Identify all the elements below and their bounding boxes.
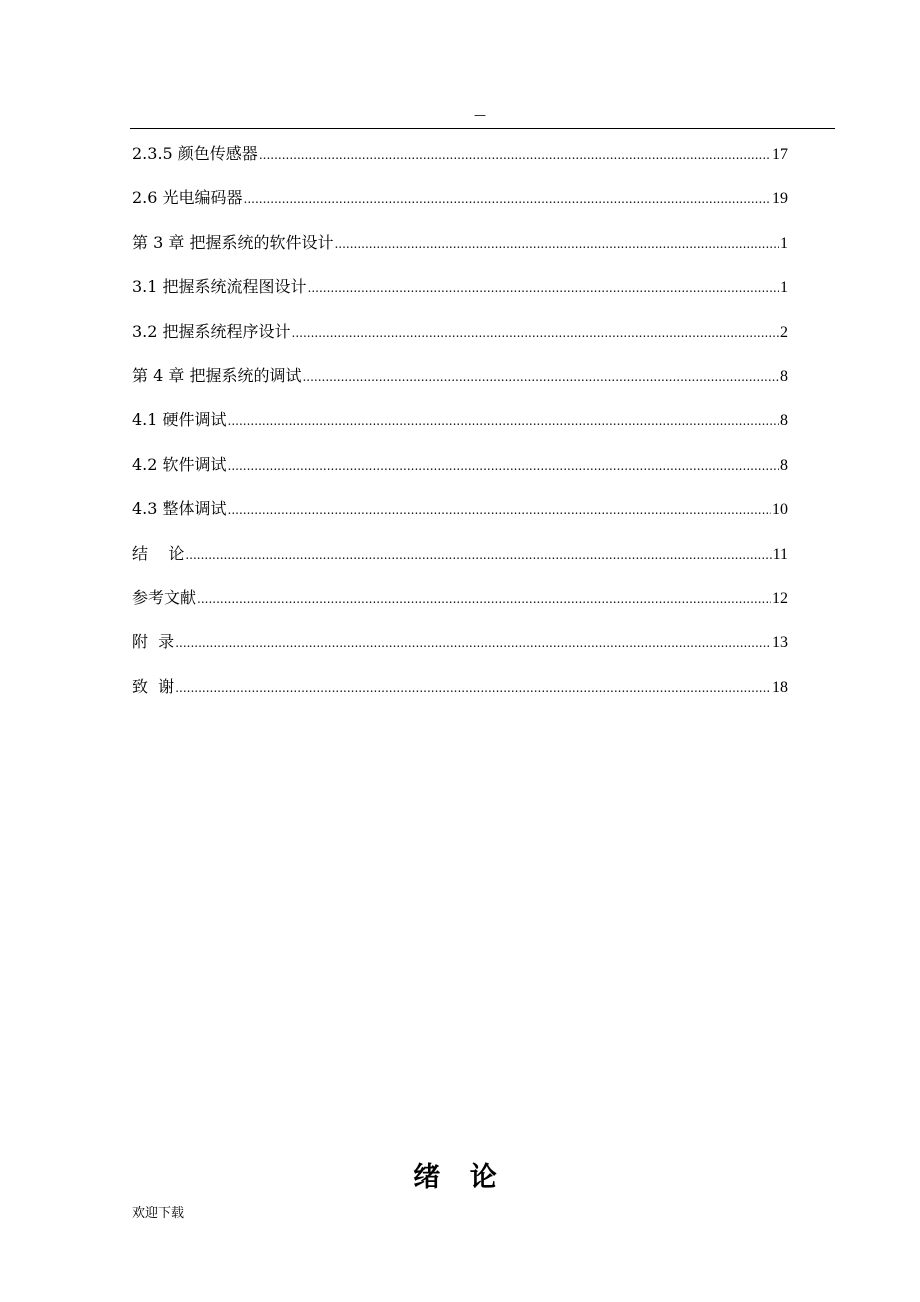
toc-entry-page: 8 — [780, 456, 788, 474]
toc-dot-leader — [334, 230, 779, 258]
toc-entry[interactable] — [132, 584, 788, 628]
toc-entry-page: 2 — [780, 323, 788, 341]
toc-entry[interactable] — [132, 362, 788, 406]
toc-entry-page: 10 — [772, 501, 788, 519]
toc-entry[interactable] — [132, 406, 788, 450]
toc-entry-page: 8 — [780, 367, 788, 385]
toc-entry[interactable] — [132, 184, 788, 228]
toc-dot-leader — [185, 541, 771, 569]
toc-entry-page: 18 — [772, 678, 788, 696]
toc-dot-leader — [302, 363, 779, 391]
toc-entry-label: 2.6 光电编码器 — [132, 188, 243, 208]
footer-note: 欢迎下载 — [132, 1206, 185, 1221]
toc-entry-page: 13 — [772, 634, 788, 652]
toc-entry[interactable] — [132, 273, 788, 317]
toc-entry[interactable] — [132, 673, 788, 717]
header-mark: — — [474, 108, 486, 122]
toc-entry-label: 附 录 — [132, 632, 175, 652]
toc-dot-leader — [292, 319, 779, 347]
toc-entry[interactable] — [132, 451, 788, 495]
toc-entry-label: 3.1 把握系统流程图设计 — [132, 277, 307, 297]
toc-entry-label: 4.3 整体调试 — [132, 499, 227, 519]
toc-entry[interactable] — [132, 318, 788, 362]
toc-entry-page: 8 — [780, 412, 788, 430]
header-rule — [130, 128, 835, 129]
toc-entry[interactable] — [132, 140, 788, 184]
toc-dot-leader — [228, 452, 779, 480]
toc-entry[interactable] — [132, 540, 788, 584]
toc-dot-leader — [228, 407, 779, 435]
toc-dot-leader — [228, 496, 771, 524]
toc-entry-page: 17 — [772, 146, 788, 163]
toc-entry-label: 4.2 软件调试 — [132, 454, 227, 474]
toc-dot-leader — [175, 674, 771, 702]
toc-dot-leader — [308, 274, 779, 302]
toc-entry-label: 2.3.5 颜色传感器 — [132, 144, 258, 163]
toc-entry-page: 19 — [772, 190, 788, 208]
toc-dot-leader — [244, 185, 771, 213]
toc-entry[interactable] — [132, 229, 788, 273]
toc-entry-label: 4.1 硬件调试 — [132, 410, 227, 430]
toc-dot-leader — [259, 141, 771, 169]
toc-entry-label: 结 论 — [132, 543, 185, 563]
toc-entry[interactable] — [132, 628, 788, 672]
toc-entry-label: 参考文献 — [132, 587, 197, 607]
toc-entry-page: 1 — [780, 279, 788, 297]
toc-entry-label: 第 4 章 把握系统的调试 — [132, 365, 302, 385]
table-of-contents — [132, 140, 788, 717]
toc-dot-leader — [175, 629, 771, 657]
toc-entry-label: 致 谢 — [132, 676, 175, 696]
toc-entry-label: 第 3 章 把握系统的软件设计 — [132, 232, 334, 252]
toc-dot-leader — [197, 585, 771, 613]
section-heading: 绪 论 — [413, 1162, 507, 1193]
toc-entry-label: 3.2 把握系统程序设计 — [132, 321, 291, 341]
toc-entry-page: 11 — [772, 545, 788, 563]
toc-entry-page: 1 — [780, 234, 788, 252]
toc-entry[interactable] — [132, 495, 788, 539]
toc-entry-page: 12 — [772, 589, 788, 607]
